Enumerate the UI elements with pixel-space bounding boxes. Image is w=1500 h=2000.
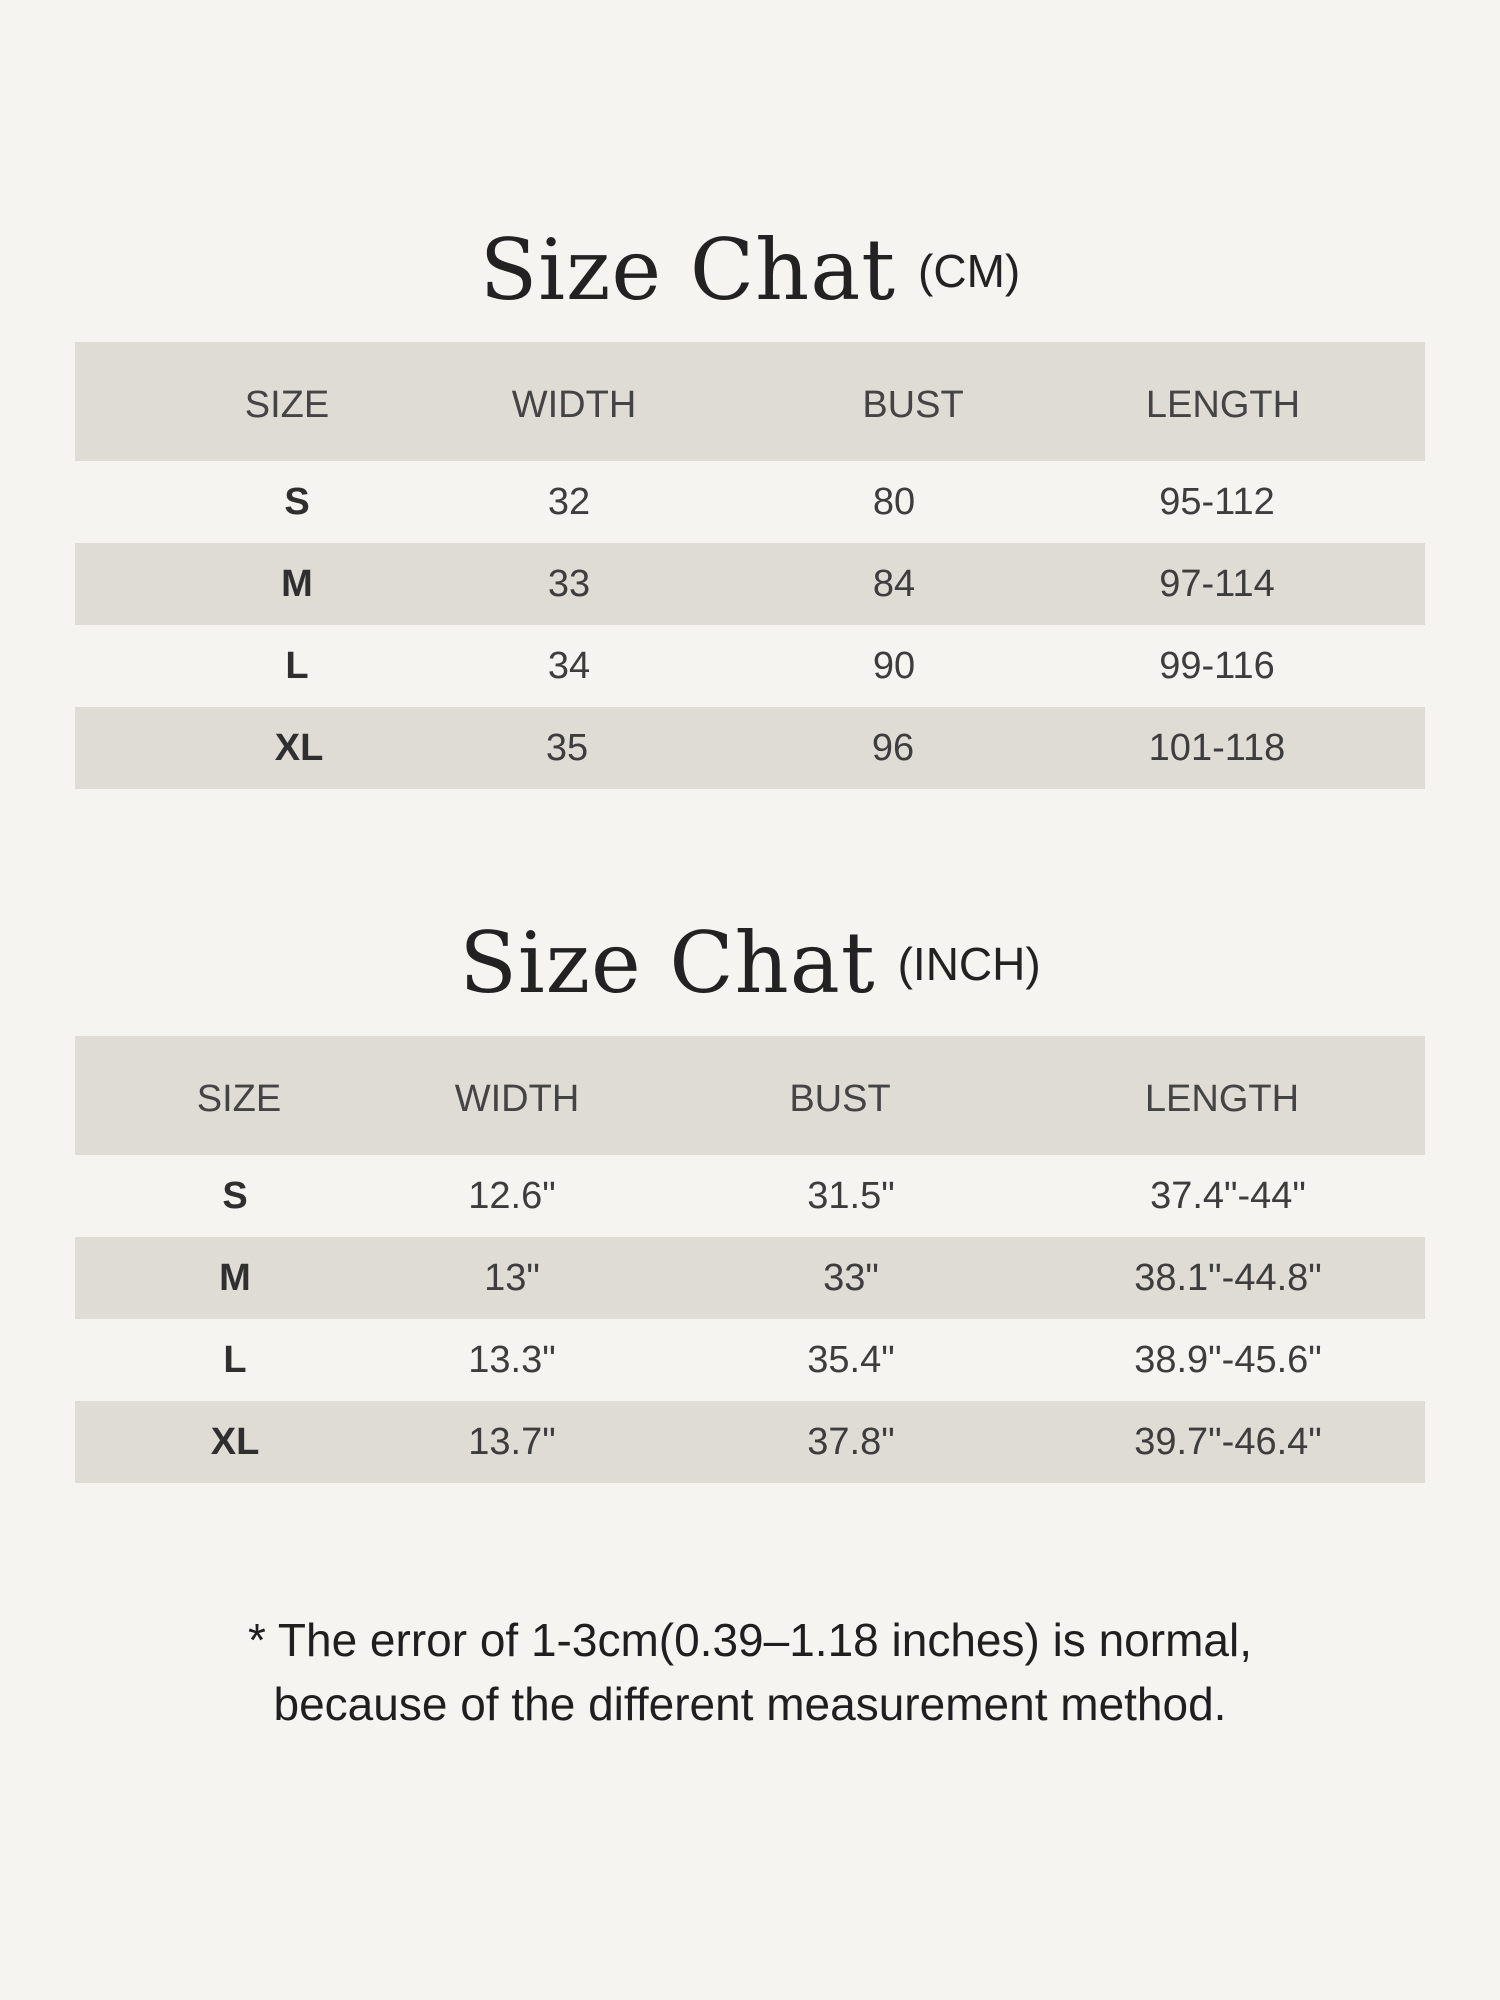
width-cell: 34	[547, 645, 591, 687]
width-cell: 35	[545, 727, 589, 769]
table-row	[75, 1401, 1425, 1483]
table-row	[75, 543, 1425, 625]
bust-cell: 37.8"	[807, 1421, 895, 1463]
table-row	[75, 625, 1425, 707]
length-cell: 38.1"-44.8"	[1134, 1257, 1322, 1299]
header-bust: BUST	[862, 384, 964, 426]
header-length: LENGTH	[1144, 1078, 1300, 1120]
size-chart-inch-title	[0, 913, 1500, 1013]
width-cell: 32	[547, 481, 591, 523]
size-cell: XL	[274, 727, 324, 769]
size-cell: M	[281, 563, 313, 605]
bust-cell: 80	[872, 481, 916, 523]
size-cell: XL	[210, 1421, 260, 1463]
bust-cell: 84	[872, 563, 916, 605]
title-unit: (CM)	[918, 245, 1021, 297]
bust-cell: 31.5"	[807, 1175, 895, 1217]
table-row	[75, 461, 1425, 543]
bust-cell: 35.4"	[807, 1339, 895, 1381]
width-cell: 33	[547, 563, 591, 605]
header-size: SIZE	[244, 384, 330, 426]
measurement-note	[0, 1608, 1500, 1736]
header-width: WIDTH	[454, 1078, 580, 1120]
header-width: WIDTH	[511, 384, 637, 426]
size-cell: S	[222, 1175, 248, 1217]
length-cell: 99-116	[1159, 645, 1275, 687]
header-length: LENGTH	[1145, 384, 1301, 426]
bust-cell: 90	[872, 645, 916, 687]
header-size: SIZE	[196, 1078, 282, 1120]
width-cell: 13"	[484, 1257, 540, 1299]
table-row	[75, 707, 1425, 789]
table-header	[75, 342, 1425, 461]
table-row	[75, 1319, 1425, 1401]
width-cell: 13.3"	[468, 1339, 556, 1381]
length-cell: 37.4"-44"	[1150, 1175, 1306, 1217]
width-cell: 12.6"	[468, 1175, 556, 1217]
length-cell: 97-114	[1159, 563, 1275, 605]
size-cell: L	[223, 1339, 247, 1381]
size-table-inch	[75, 1036, 1425, 1483]
length-cell: 95-112	[1159, 481, 1275, 523]
table-row	[75, 1237, 1425, 1319]
size-chart-cm-title	[0, 220, 1500, 320]
note-line: because of the different measurement method.	[273, 1678, 1227, 1730]
note-line: * The error of 1-3cm(0.39–1.18 inches) is normal,	[248, 1614, 1252, 1666]
table-row	[75, 1155, 1425, 1237]
bust-cell: 33"	[823, 1257, 879, 1299]
title-text: Size Chat	[479, 221, 897, 319]
length-cell: 101-118	[1148, 727, 1286, 769]
size-cell: L	[285, 645, 309, 687]
title-unit: (INCH)	[897, 938, 1041, 990]
length-cell: 38.9"-45.6"	[1134, 1339, 1322, 1381]
size-cell: S	[284, 481, 310, 523]
size-table-cm	[75, 342, 1425, 789]
size-cell: M	[219, 1257, 251, 1299]
header-bust: BUST	[789, 1078, 891, 1120]
bust-cell: 96	[871, 727, 915, 769]
table-header	[75, 1036, 1425, 1155]
length-cell: 39.7"-46.4"	[1134, 1421, 1322, 1463]
width-cell: 13.7"	[468, 1421, 556, 1463]
title-text: Size Chat	[459, 914, 876, 1012]
